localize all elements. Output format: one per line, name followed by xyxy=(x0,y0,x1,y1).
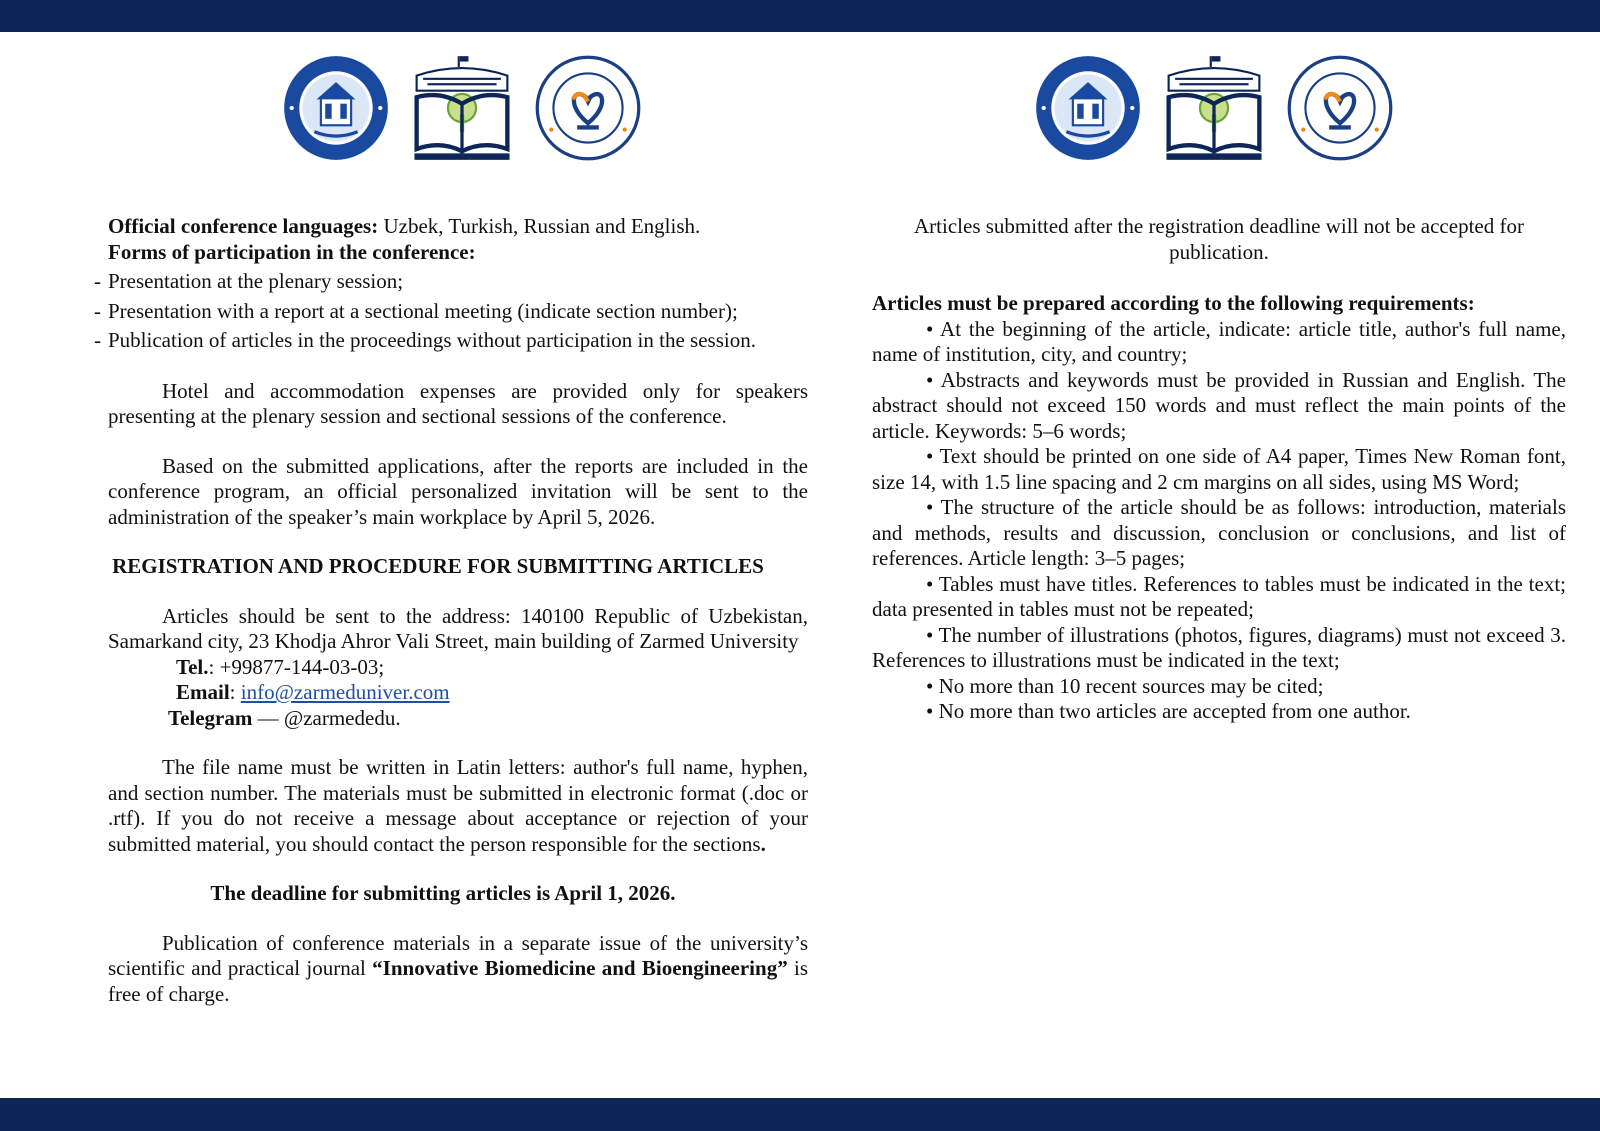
logo-row-left xyxy=(282,52,660,164)
forms-list xyxy=(94,269,808,354)
languages-line xyxy=(108,214,808,240)
languages-value: Uzbek, Turkish, Russian and English. xyxy=(378,214,701,238)
tel-line xyxy=(108,655,808,681)
publication-paragraph: Publication of conference materials in a separate issue of the university’s scientific and practical journal “Innovative Biomedicine and Bioengineering” is free of charge. xyxy=(108,930,808,1006)
book-tree-emblem xyxy=(1160,54,1268,162)
email-link[interactable]: info@zarmeduniver.com xyxy=(240,680,450,704)
list-item: • No more than two articles are accepted from one author. xyxy=(926,699,1411,723)
list-item: • The structure of the article should be as follows: introduction, materials and methods, results and discussion, conclusion or conclusions, and list of references. Article length: 3–5 pages; xyxy=(872,495,1566,570)
top-banner-bar xyxy=(0,0,1600,32)
book-tree-emblem xyxy=(408,54,516,162)
left-page-content xyxy=(94,214,808,1007)
invitation-paragraph: Based on the submitted applications, after the reports are included in the conference program, an official personalized invitation will be sent to the administration of the speaker’s main workplace by April 5, 2026. xyxy=(108,453,808,529)
zarmed-university-logo xyxy=(282,54,390,162)
address-paragraph: Articles should be sent to the address: 140100 Republic of Uzbekistan, Samarkand city, 23 Khodja Ahror Vali Street, main building of Zarmed University xyxy=(108,603,808,653)
logo-row-right xyxy=(1034,52,1412,164)
email-label: Email xyxy=(176,680,230,704)
zarmed-university-logo xyxy=(1034,54,1142,162)
tel-value: : +99877-144-03-03; xyxy=(208,654,385,679)
email-line: Email: info@zarmeduniver.com xyxy=(176,680,450,704)
registration-title: REGISTRATION AND PROCEDURE FOR SUBMITTING ARTICLES xyxy=(112,554,764,578)
forms-label: Forms of participation in the conference: xyxy=(108,239,476,264)
zarmed-pratiksha-hospitals-logo xyxy=(1286,54,1394,162)
list-item: - Presentation with a report at a sectional meeting (indicate section number); xyxy=(94,298,738,323)
list-item: - Presentation at the plenary session; xyxy=(94,269,404,293)
right-page-content xyxy=(872,214,1566,725)
requirements-list xyxy=(872,317,1566,725)
requirements-title: Articles must be prepared according to the following requirements: xyxy=(872,291,1475,315)
list-item: • The number of illustrations (photos, figures, diagrams) must not exceed 3. References to illustrations must be indicated in the text; xyxy=(872,622,1566,672)
hotel-paragraph: Hotel and accommodation expenses are provided only for speakers presenting at the plenary session and sectional sessions of the conference. xyxy=(108,378,808,428)
list-item: • No more than 10 recent sources may be cited; xyxy=(926,673,1324,698)
telegram-line xyxy=(108,706,808,732)
bottom-banner-bar xyxy=(0,1098,1600,1131)
list-item: • Tables must have titles. References to tables must be indicated in the text; data presented in tables must not be repeated; xyxy=(872,571,1566,621)
telegram-value: — @zarmededu. xyxy=(252,705,401,730)
deadline-line: The deadline for submitting articles is April 1, 2026. xyxy=(210,881,676,905)
file-name-paragraph: The file name must be written in Latin letters: author's full name, hyphen, and section number. The materials must be submitted in electronic format (.doc or .rtf). If you do not receive a message about acceptance or rejection of your submitted material, you should contact the person responsible for the sections. xyxy=(108,755,808,856)
languages-label: Official conference languages: xyxy=(108,214,379,238)
list-item: • Text should be printed on one side of A4 paper, Times New Roman font, size 14, with 1.5 line spacing and 2 cm margins on all sides, using MS Word; xyxy=(872,444,1566,494)
list-item: • At the beginning of the article, indicate: article title, author's full name, name of institution, city, and country; xyxy=(872,316,1566,366)
late-submission-note: Articles submitted after the registration deadline will not be accepted for publication. xyxy=(914,214,1524,264)
list-item: - Publication of articles in the proceedings without participation in the session. xyxy=(94,328,756,352)
zarmed-pratiksha-hospitals-logo xyxy=(534,54,642,162)
telegram-label: Telegram xyxy=(168,705,253,730)
list-item: • Abstracts and keywords must be provided in Russian and English. The abstract should not exceed 150 words and must reflect the main points of the article. Keywords: 5–6 words; xyxy=(872,367,1566,443)
tel-label: Tel. xyxy=(176,654,209,679)
journal-name: “Innovative Biomedicine and Bioengineering” xyxy=(372,956,788,980)
